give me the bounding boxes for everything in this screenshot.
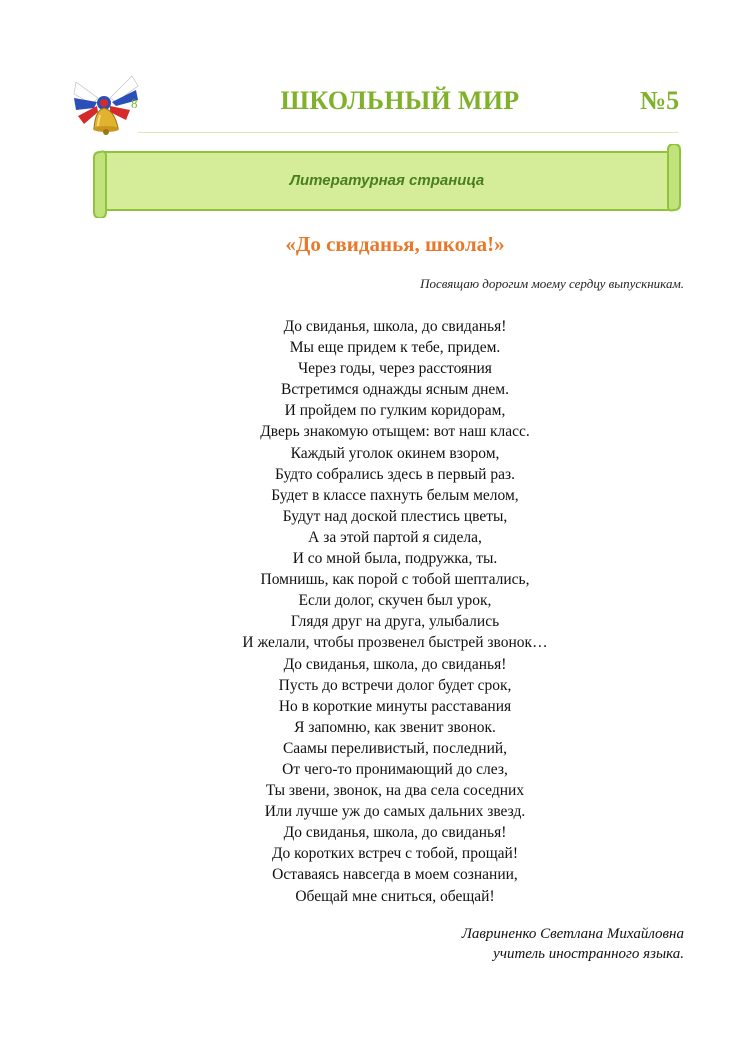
poem-line: До свиданья, школа, до свиданья! — [283, 655, 507, 673]
poem-line: Помнишь, как порой с тобой шептались, — [260, 571, 530, 589]
poem-line: Но в короткие минуты расставания — [278, 697, 512, 715]
poem-line: Я запомню, как звенит звонок. — [294, 718, 496, 736]
poem-line: И желали, чтобы прозвенел быстрей звонок… — [242, 634, 548, 652]
poem-line: Будто собрались здесь в первый раз. — [275, 465, 515, 483]
poem-line: Пусть до встречи долог будет срок, — [278, 676, 512, 694]
author-role: учитель иностранного языка. — [493, 946, 684, 962]
poem-line: Саамы переливистый, последний, — [282, 739, 508, 757]
poem-line: Мы еще придем к тебе, придем. — [289, 339, 501, 357]
poem-line: До свиданья, школа, до свиданья! — [283, 824, 507, 842]
poem-line: Дверь знакомую отыщем: вот наш класс. — [260, 423, 530, 441]
poem-line: Через годы, через расстояния — [298, 360, 492, 378]
poem-line: Будет в классе пахнуть белым мелом, — [271, 486, 519, 504]
poem-line: Ты звени, звонок, на два села соседних — [265, 782, 525, 800]
page-number: 8 — [131, 96, 138, 111]
poem-line: Встретимся однажды ясным днем. — [281, 381, 509, 399]
poem-line: От чего-то пронимающий до слез, — [282, 760, 508, 778]
poem-line: И пройдем по гулким коридорам, — [284, 402, 506, 420]
poem-line: Будут над доской плестись цветы, — [282, 507, 508, 525]
section-label: Литературная страница — [289, 172, 485, 189]
poem-line: Или лучше уж до самых дальних звезд. — [264, 803, 526, 821]
poem-line: Глядя друг на друга, улыбались — [290, 613, 500, 631]
poem-body — [195, 316, 595, 907]
issue-number: №5 — [640, 86, 680, 115]
signature — [462, 924, 684, 964]
poem-line: До свиданья, школа, до свиданья! — [283, 318, 507, 335]
poem-line: Каждый уголок окинем взором, — [290, 444, 500, 462]
poem-line: И со мной была, подружка, ты. — [292, 550, 498, 568]
poem-title: «До свиданья, школа!» — [285, 232, 505, 256]
poem-line: До коротких встреч с тобой, прощай! — [271, 845, 519, 863]
poem-line: Если долог, скучен был урок, — [298, 592, 492, 610]
header-divider — [138, 132, 678, 133]
author-name: Лавриненко Светлана Михайловна — [461, 926, 684, 942]
dedication: Посвящаю дорогим моему сердцу выпускникам. — [420, 276, 684, 291]
poem-line: А за этой партой я сидела, — [308, 528, 482, 546]
poem-line: Оставаясь навсегда в моем сознании, — [272, 866, 518, 884]
poem-line: Обещай мне сниться, обещай! — [295, 887, 495, 905]
magazine-title: ШКОЛЬНЫЙ МИР — [280, 86, 520, 115]
